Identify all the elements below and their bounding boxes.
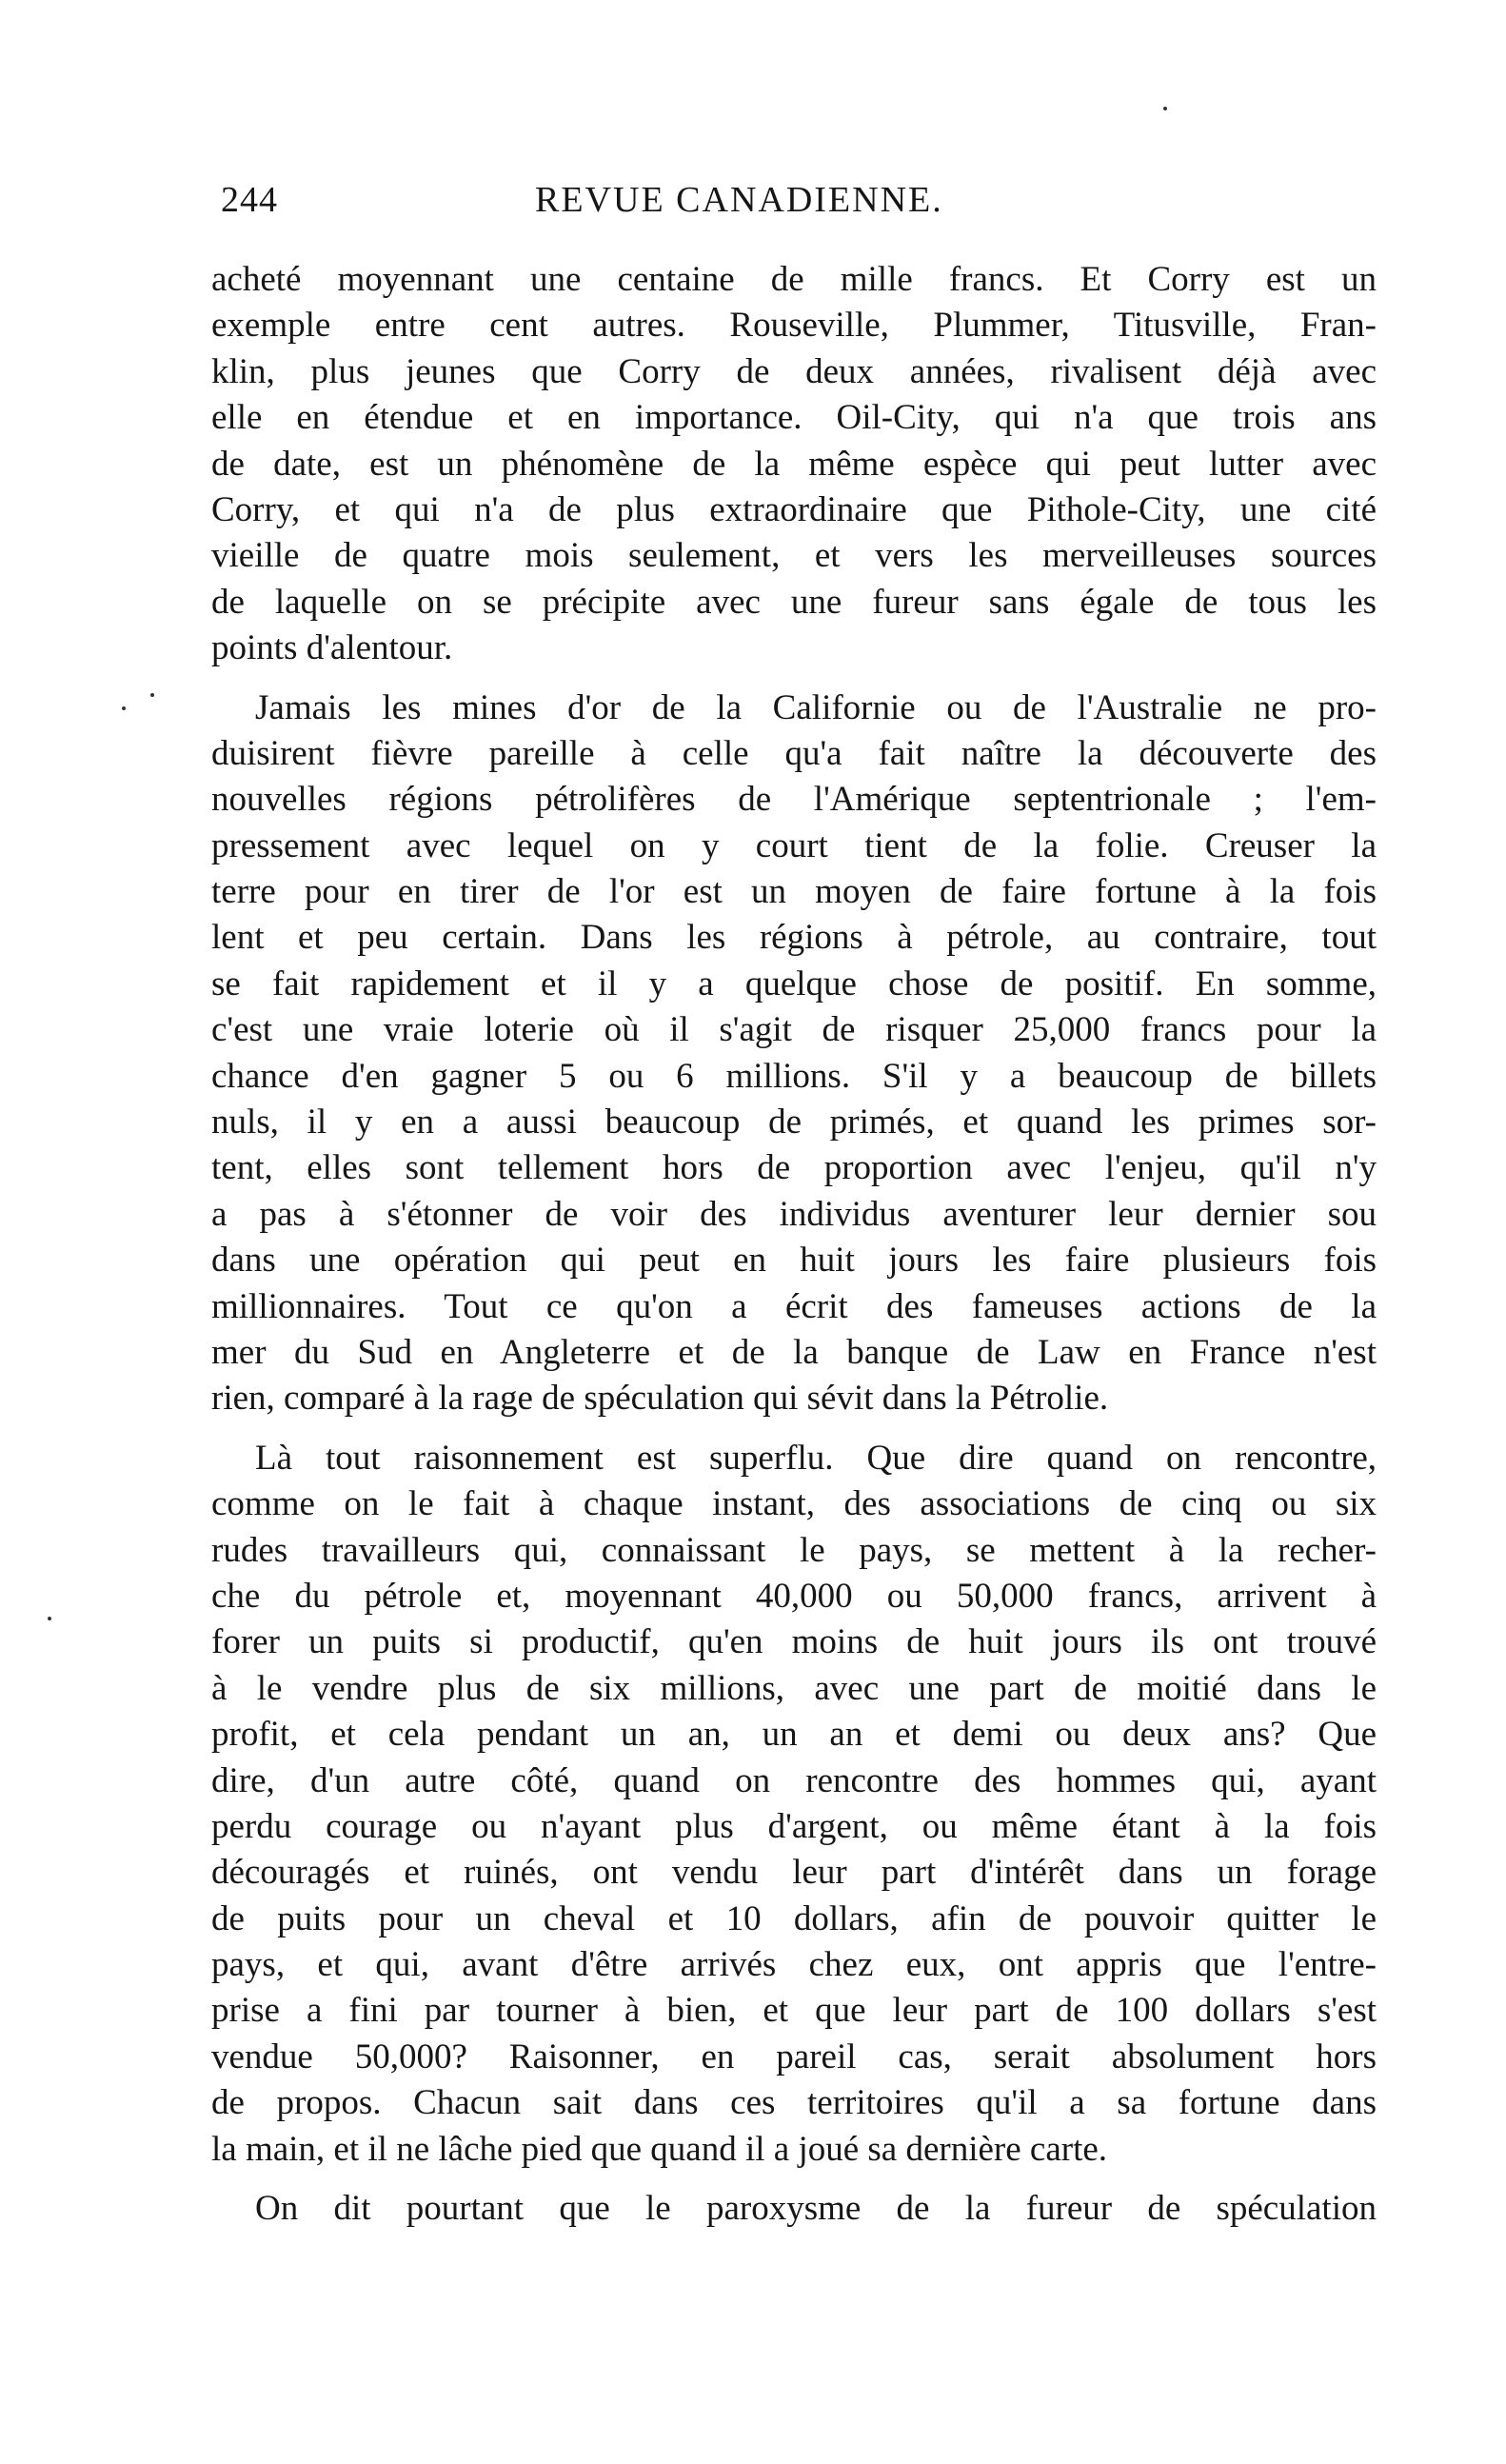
text-line: forer un puits si productif, qu'en moins de huit jours ils ont trouvé bbox=[211, 1622, 1377, 1662]
text-line: pressement avec lequel on y court tient de la folie. Creuser la bbox=[211, 825, 1377, 865]
text-line: che du pétrole et, moyennant 40,000 ou 50,000 francs, arrivent à bbox=[211, 1576, 1377, 1616]
page-header bbox=[221, 179, 1363, 236]
text-line: prise a fini par tourner à bien, et que leur part de 100 dollars s'est bbox=[211, 1991, 1377, 2031]
text-line: duisirent fièvre pareille à celle qu'a fait naître la découverte des bbox=[211, 733, 1377, 773]
text-line: lent et peu certain. Dans les régions à pétrole, au contraire, tout bbox=[211, 918, 1377, 958]
page-speck bbox=[150, 693, 154, 697]
page-speck bbox=[122, 706, 126, 710]
text-line: profit, et cela pendant un an, un an et demi ou deux ans? Que bbox=[211, 1715, 1377, 1755]
text-line: acheté moyennant une centaine de mille francs. Et Corry est un bbox=[211, 260, 1377, 299]
page-speck bbox=[1163, 107, 1167, 110]
text-line: de date, est un phénomène de la même espèce qui peut lutter avec bbox=[211, 444, 1377, 484]
paragraph-gap bbox=[211, 1422, 1377, 1436]
text-line: à le vendre plus de six millions, avec une part de moitié dans le bbox=[211, 1668, 1377, 1708]
paragraph bbox=[211, 2186, 1377, 2232]
text-line: se fait rapidement et il y a quelque chose de positif. En somme, bbox=[211, 964, 1377, 1003]
text-line: nuls, il y en a aussi beaucoup de primés, et quand les primes sor- bbox=[211, 1103, 1377, 1143]
text-line: dire, d'un autre côté, quand on rencontre des hommes qui, ayant bbox=[211, 1760, 1377, 1800]
text-line: klin, plus jeunes que Corry de deux années, rivalisent déjà avec bbox=[211, 351, 1377, 391]
text-line: comme on le fait à chaque instant, des associations de cinq ou six bbox=[211, 1484, 1377, 1524]
text-line: chance d'en gagner 5 ou 6 millions. S'il y a beaucoup de billets bbox=[211, 1056, 1377, 1096]
text-line: elle en étendue et en importance. Oil-City, qui n'a que trois ans bbox=[211, 398, 1377, 438]
text-line: découragés et ruinés, ont vendu leur part d'intérêt dans un forage bbox=[211, 1853, 1377, 1893]
text-line: rien, comparé à la rage de spéculation qui sévit dans la Pétrolie. bbox=[211, 1379, 1109, 1419]
body-text bbox=[211, 257, 1377, 2232]
text-line: nouvelles régions pétrolifères de l'Amérique septentrionale ; l'em- bbox=[211, 780, 1377, 820]
text-line: vieille de quatre mois seulement, et vers les merveilleuses sources bbox=[211, 536, 1377, 576]
text-line: tent, elles sont tellement hors de proportion avec l'enjeu, qu'il n'y bbox=[211, 1148, 1377, 1188]
text-line: exemple entre cent autres. Rouseville, Plummer, Titusville, Fran- bbox=[211, 306, 1377, 346]
text-line: de laquelle on se précipite avec une fureur sans égale de tous les bbox=[211, 582, 1377, 622]
text-line: terre pour en tirer de l'or est un moyen de faire fortune à la fois bbox=[211, 872, 1377, 912]
text-line: c'est une vraie loterie où il s'agit de risquer 25,000 francs pour la bbox=[211, 1010, 1377, 1050]
page-number: 244 bbox=[221, 180, 278, 220]
text-line: Jamais les mines d'or de la Californie ou de l'Australie ne pro- bbox=[255, 687, 1377, 727]
text-line: vendue 50,000? Raisonner, en pareil cas, serait absolument hors bbox=[211, 2037, 1377, 2077]
text-line: pays, et qui, avant d'être arrivés chez eux, ont appris que l'entre- bbox=[211, 1945, 1377, 1985]
text-line: On dit pourtant que le paroxysme de la fureur de spéculation bbox=[255, 2189, 1377, 2229]
running-title: REVUE CANADIENNE. bbox=[535, 180, 943, 220]
paragraph bbox=[211, 686, 1377, 1422]
page-speck bbox=[48, 1617, 51, 1620]
paragraph-gap bbox=[211, 2173, 1377, 2186]
paragraph bbox=[211, 257, 1377, 672]
text-line: la main, et il ne lâche pied que quand il a joué sa dernière carte. bbox=[211, 2129, 1108, 2169]
text-line: Là tout raisonnement est superflu. Que dire quand on rencontre, bbox=[255, 1438, 1377, 1478]
paragraph bbox=[211, 1436, 1377, 2173]
text-line: millionnaires. Tout ce qu'on a écrit des fameuses actions de la bbox=[211, 1286, 1377, 1326]
text-line: mer du Sud en Angleterre et de la banque de Law en France n'est bbox=[211, 1332, 1377, 1372]
text-line: dans une opération qui peut en huit jours les faire plusieurs fois bbox=[211, 1241, 1377, 1281]
text-line: points d'alentour. bbox=[211, 628, 453, 668]
text-line: perdu courage ou n'ayant plus d'argent, ou même étant à la fois bbox=[211, 1806, 1377, 1846]
text-line: a pas à s'étonner de voir des individus aventurer leur dernier sou bbox=[211, 1194, 1377, 1234]
text-line: Corry, et qui n'a de plus extraordinaire que Pithole-City, une cité bbox=[211, 489, 1377, 529]
text-line: de propos. Chacun sait dans ces territoires qu'il a sa fortune dans bbox=[211, 2083, 1377, 2123]
text-line: de puits pour un cheval et 10 dollars, afin de pouvoir quitter le bbox=[211, 1898, 1377, 1938]
text-line: rudes travailleurs qui, connaissant le pays, se mettent à la recher- bbox=[211, 1530, 1377, 1570]
paragraph-gap bbox=[211, 672, 1377, 686]
